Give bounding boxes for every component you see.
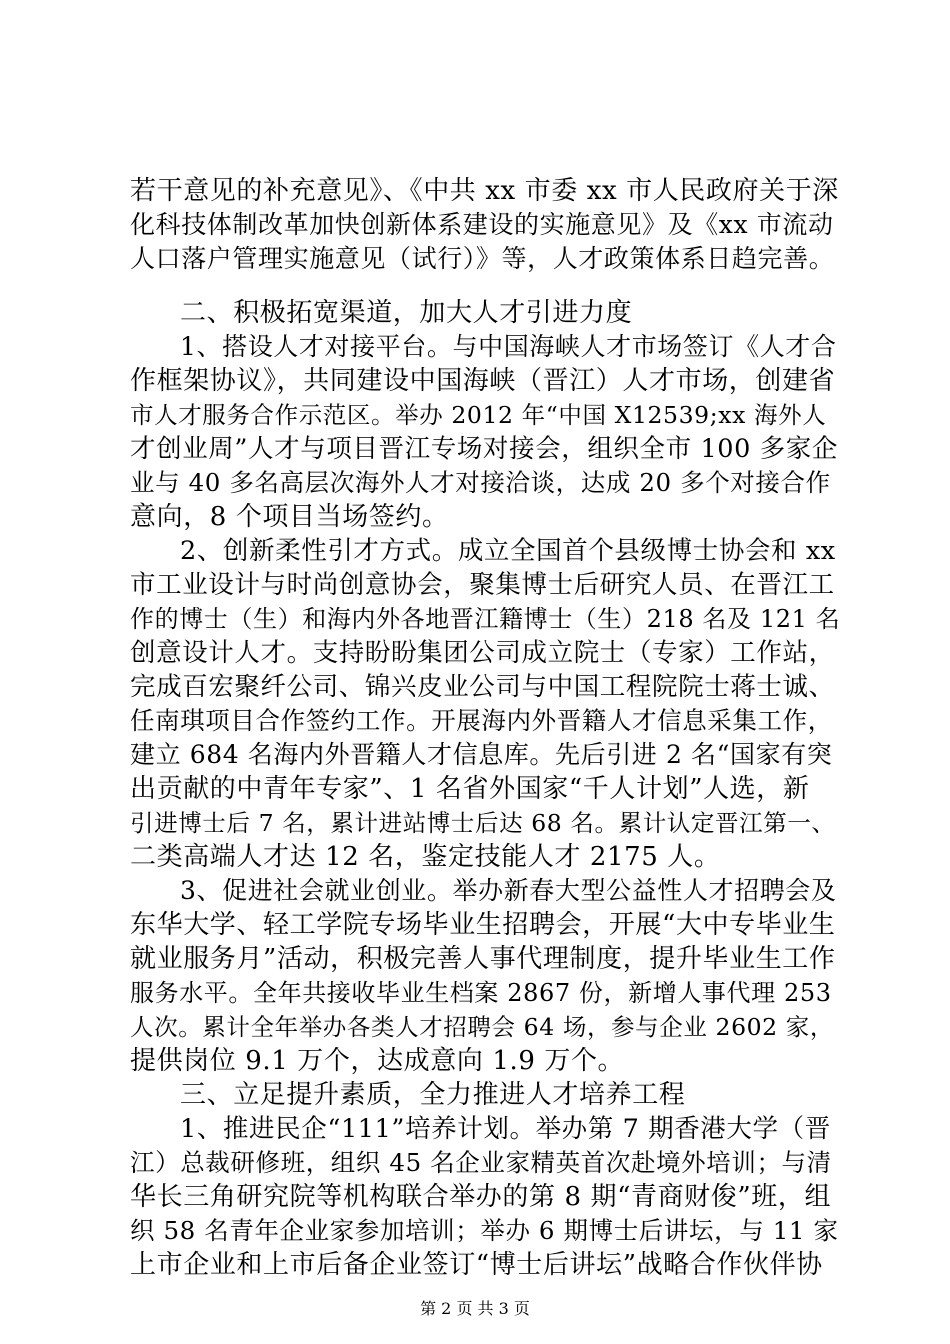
section-heading: 三、立足提升素质，全力推进人才培养工程 <box>180 1080 686 1110</box>
paragraph-first-line: 1、搭设人才对接平台。与中国海峡人才市场签订《人才合 <box>180 332 837 361</box>
text-line: 东华大学、轻工学院专场毕业生招聘会，开展“大中专毕业生 <box>130 910 836 940</box>
text-line: 就业服务月”活动，积极完善人事代理制度，提升毕业生工作 <box>130 944 836 974</box>
text-line: 意向，8 个项目当场签约。 <box>130 502 449 532</box>
text-line: 上市企业和上市后备企业签订“博士后讲坛”战略合作伙伴协 <box>130 1250 823 1280</box>
text-line: 提供岗位 9.1 万个，达成意向 1.9 万个。 <box>130 1046 625 1076</box>
text-line: 人次。累计全年举办各类人才招聘会 64 场，参与企业 2602 家， <box>130 1013 834 1041</box>
text-line: 建立 684 名海内外晋籍人才信息库。先后引进 2 名“国家有突 <box>130 740 833 769</box>
text-line: 创意设计人才。支持盼盼集团公司成立院士（专家）工作站， <box>130 638 835 668</box>
text-line: 市工业设计与时尚创意协会，聚集博士后研究人员、在晋江工 <box>130 570 835 600</box>
paragraph-first-line: 2、创新柔性引才方式。成立全国首个县级博士协会和 xx <box>180 536 836 566</box>
text-line: 人口落户管理实施意见（试行）》等，人才政策体系日趋完善。 <box>130 244 835 273</box>
section-heading: 二、积极拓宽渠道，加大人才引进力度 <box>180 298 633 328</box>
text-line: 任南琪项目合作签约工作。开展海内外晋籍人才信息采集工作， <box>130 706 833 735</box>
text-line: 化科技体制改革加快创新体系建设的实施意见》及《xx 市流动 <box>130 210 834 239</box>
text-line: 若干意见的补充意见》、《中共 xx 市委 xx 市人民政府关于深 <box>130 176 839 206</box>
text-line: 二类高端人才达 12 名，鉴定技能人才 2175 人。 <box>130 842 721 872</box>
text-line: 出贡献的中青年专家”、1 名省外国家“千人计划”人选，新 <box>130 774 810 804</box>
page-footer: 第 2 页 共 3 页 <box>420 1299 530 1318</box>
text-line: 才创业周”人才与项目晋江专场对接会，组织全市 100 多家企 <box>130 434 838 464</box>
text-line: 引进博士后 7 名，累计进站博士后达 68 名。累计认定晋江第一、 <box>130 809 836 837</box>
text-line: 市人才服务合作示范区。举办 2012 年“中国 X12539;xx 海外人 <box>130 401 827 429</box>
text-line: 完成百宏聚纤公司、锦兴皮业公司与中国工程院院士蒋士诚、 <box>130 672 835 702</box>
text-line: 织 58 名青年企业家参加培训；举办 6 期博士后讲坛，与 11 家 <box>130 1216 839 1245</box>
paragraph-first-line: 1、推进民企“111”培养计划。举办第 7 期香港大学（晋 <box>180 1114 831 1144</box>
text-line: 江）总裁研修班，组织 45 名企业家精英首次赴境外培训；与清 <box>130 1148 832 1177</box>
text-line: 华长三角研究院等机构联合举办的第 8 期“青商财俊”班，组 <box>130 1182 832 1212</box>
paragraph-first-line: 3、促进社会就业创业。举办新春大型公益性人才招聘会及 <box>180 876 837 905</box>
text-line: 作框架协议》，共同建设中国海峡（晋江）人才市场，创建省 <box>130 366 836 396</box>
text-line: 作的博士（生）和海内外各地晋江籍博士（生）218 名及 121 名 <box>130 605 841 633</box>
text-line: 服务水平。全年共接收毕业生档案 2867 份，新增人事代理 253 <box>130 979 832 1007</box>
text-line: 业与 40 多名高层次海外人才对接洽谈，达成 20 多个对接合作 <box>130 468 831 497</box>
